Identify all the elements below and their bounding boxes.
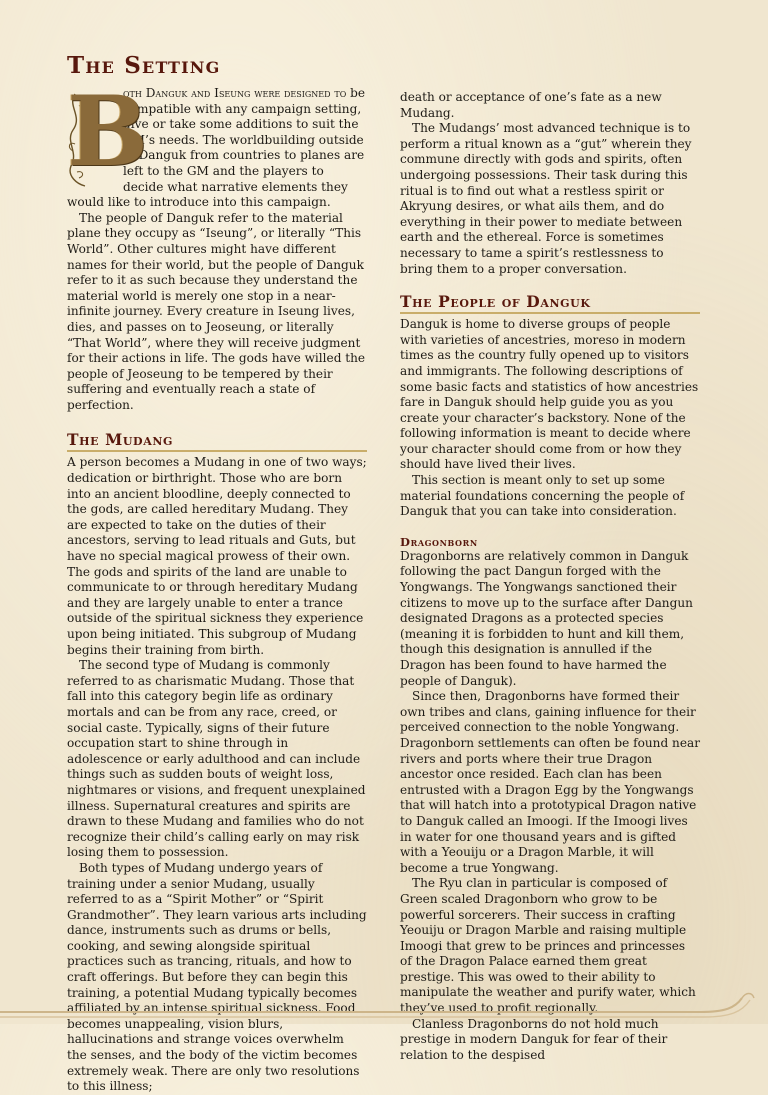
dragonborn-paragraph-2: Since then, Dragonborns have formed their own tribes and clans, gaining influence for their perceived connection to the noble Yongwang. Dragonborn settlements can often be found near rivers and ports where their true Dragon ancestor once resided. Each clan has been entrusted with a Dragon Egg by the Yongwangs that will hatch into a prototypical Dragon native to Danguk called an Imoogi. If the Imoogi lives in water for one thousand years and is gifted with a Yeouiju or a Dragon Marble, it will become a true Yongwang. bbox=[400, 689, 700, 875]
people-paragraph-2: This section is meant only to set up some material foundations concerning the people of Danguk that you can take into consideration. bbox=[400, 473, 685, 519]
dragonborn-paragraph-3: The Ryu clan in particular is composed of Green scaled Dragonborn who grow to be powerful sorcerers. Their success in crafting Yeouiju or Dragon Marble and raising multiple Imoogi that grew to be princes and princesses of the Dragon Palace earned them great prestige. This was owed to their ability to manipulate the weather and purify water, which they’ve used to profit regionally. bbox=[400, 876, 696, 1016]
mudang-paragraph-3: Both types of Mudang undergo years of training under a senior Mudang, usually referred to as a “Spirit Mother” or “Spirit Grandmother”. They learn various arts including dance, instruments such as drums or bells, cooking, and sewing alongside spiritual practices such as trancing, rituals, and how to craft offerings. But before they can begin this training, a potential Mudang typically becomes affiliated by an intense spiritual sickness. Food becomes unappealing, vision blurs, hallucinations and strange voices overwhelm the senses, and the body of the victim becomes extremely weak. There are only two resolutions to this illness; bbox=[67, 860, 367, 1094]
mudang-heading: The Mudang bbox=[67, 430, 367, 452]
intro-rest: be compatible with any campaign setting, give or take some additions to suit the GM’s needs. The worldbuilding outside of Danguk from countries to planes are left to the GM and the players to decide what narrative elements they would like to introduce into this campaign. bbox=[67, 86, 366, 210]
dragonborn-paragraph-4: Clanless Dragonborns do not hold much prestige in modern Danguk for fear of their relation to the despised bbox=[400, 1016, 668, 1062]
intro-lead: oth Danguk and Iseung were designed to bbox=[123, 86, 347, 100]
footer-ornament-icon bbox=[0, 984, 768, 1024]
people-heading: The People of Danguk bbox=[400, 292, 700, 314]
iseung-paragraph: The people of Danguk refer to the material plane they occupy as “Iseung”, or literally “This World”. Other cultures might have different names for their world, but the people of Danguk refer to it as such because they understand the material world is merely one stop in a near-infinite journey. Every creature in Iseung lives, dies, and passes on to Jeoseung, or literally “That World”, where they will receive judgment for their actions in life. The gods have willed the people of Jeoseung to be tempered by their suffering and eventually reach a state of perfection. bbox=[67, 210, 366, 412]
gut-paragraph: The Mudangs’ most advanced technique is to perform a ritual known as a “gut” wherein they commune directly with gods and spirits, often undergoing possessions. Their task during this ritual is to find out what a restless spirit or Akryung desires, or what ails them, and do everything in their power to mediate between earth and the ethereal. Force is sometimes necessary to tame a spirit’s restlessness to bring them to a proper conversation. bbox=[400, 121, 692, 276]
page-title: The Setting bbox=[67, 52, 221, 79]
dragonborn-paragraph-1: Dragonborns are relatively common in Danguk following the pact Dangun forged with the Yongwangs. The Yongwangs sanctioned their citizens to move up to the surface after Dangun designated Dragons as a protected species (meaning it is forbidden to hunt and kill them, though this designation is annulled if the Dragon has been found to have harmed the people of Danguk). bbox=[400, 548, 693, 688]
right-column bbox=[400, 90, 700, 1063]
ritual-continuation: death or acceptance of one’s fate as a new Mudang. bbox=[400, 90, 662, 120]
left-column bbox=[67, 52, 367, 1095]
mudang-paragraph-1: A person becomes a Mudang in one of two ways; dedication or birthright. Those who are born into an ancient bloodline, deeply connected to the gods, are called hereditary Mudang. They are expected to take on the duties of their ancestors, serving to lead rituals and Guts, but have no special magical prowess of their own. The gods and spirits of the land are unable to communicate to or through hereditary Mudang and they are largely unable to enter a trance outside of the spiritual sickness they experience upon being initiated. This subgroup of Mudang begins their training from birth. bbox=[67, 455, 367, 657]
mudang-paragraph-2: The second type of Mudang is commonly referred to as charismatic Mudang. Those that fall into this category begin life as ordinary mortals and can be from any race, creed, or social caste. Typically, signs of their future occupation start to shine through in adolescence or early adulthood and can include things such as sudden bouts of weight loss, nightmares or visions, and frequent unexplained illness. Supernatural creatures and spirits are drawn to these Mudang and families who do not recognize their child’s calling early on may risk losing them to possession. bbox=[67, 658, 366, 860]
dragonborn-heading: Dragonborn bbox=[400, 534, 478, 549]
dropcap bbox=[65, 75, 149, 190]
people-paragraph-1: Danguk is home to diverse groups of people with varieties of ancestries, moreso in modern times as the country fully opened up to visitors and immigrants. The following descriptions of some basic facts and statistics of how ancestries fare in Danguk should help guide you as you create your character’s backstory. None of the following information is meant to decide where your character should come from or how they should have lived their lives. bbox=[400, 317, 699, 472]
dropcap-letter: B bbox=[67, 75, 149, 188]
